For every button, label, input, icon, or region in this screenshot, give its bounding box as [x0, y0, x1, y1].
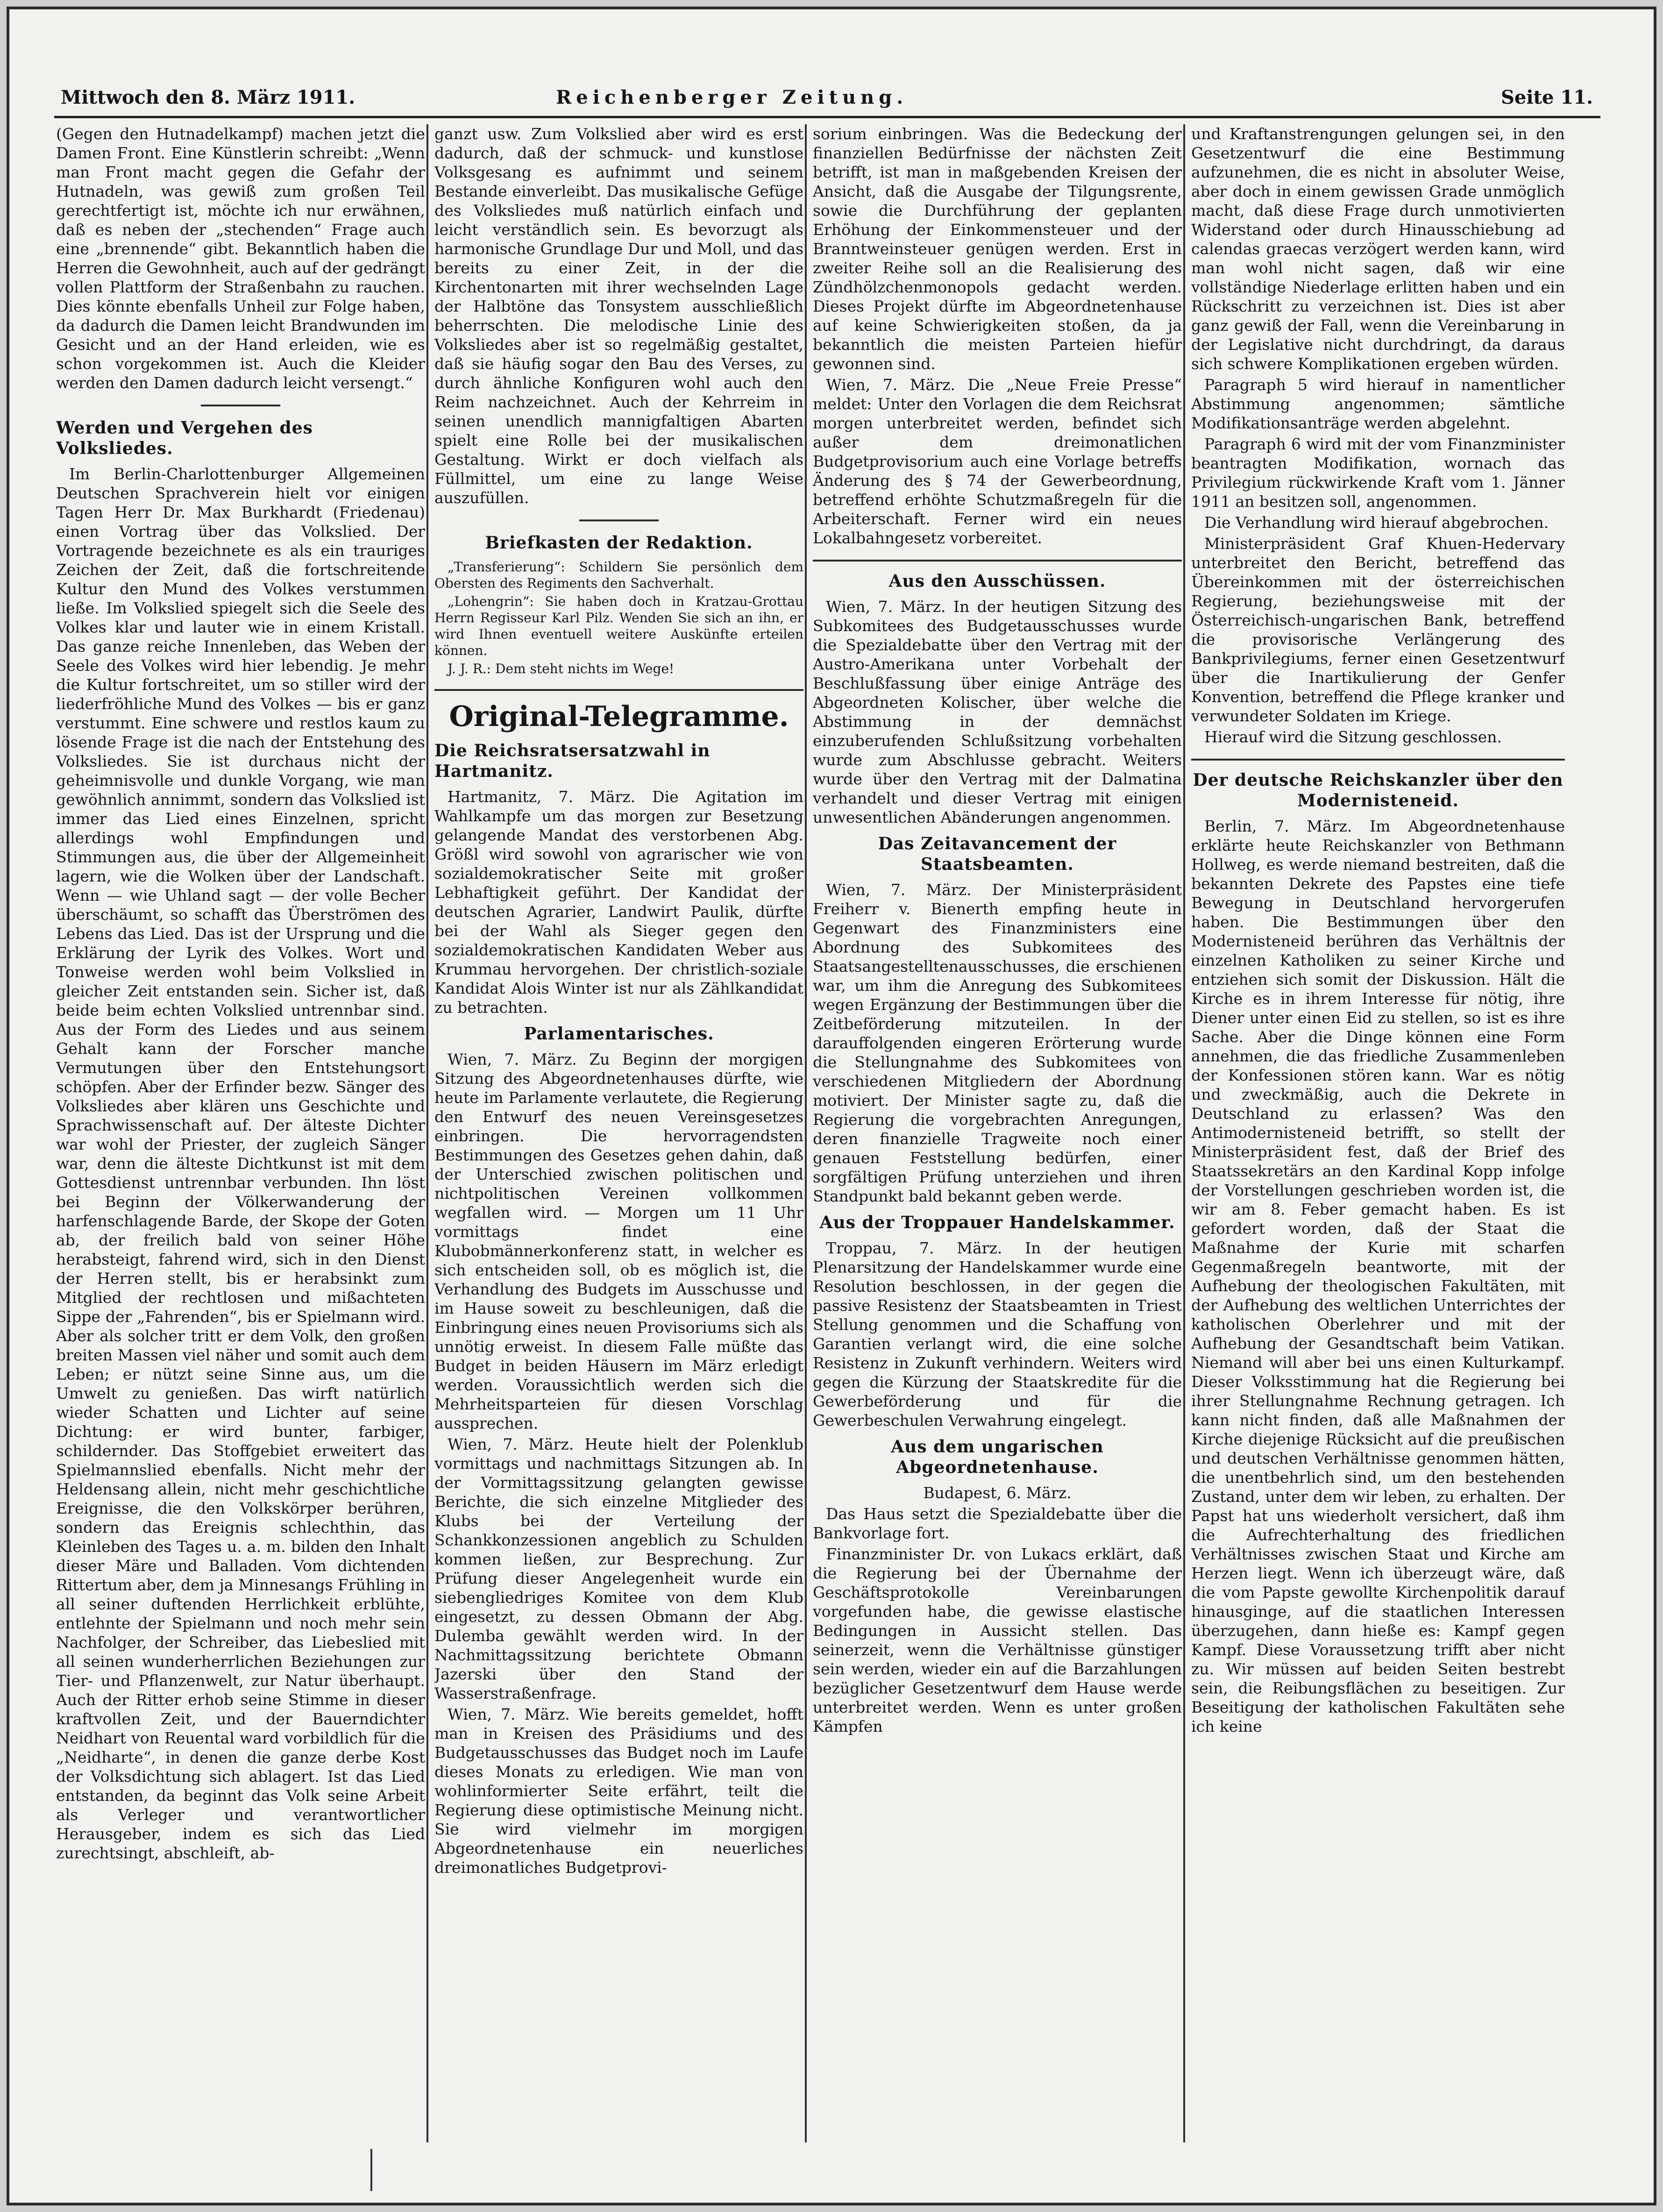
article-parlamentarisches: Wien, 7. März. Heute hielt der Polenklub vormittags und nachmittags Sitzungen ab. In der Vormittagssitzung gelangten gewisse Berichte, die sich einzelne Mitglieder des Klubs bei der Verteilung der Schankkonzessionen angeblich zu Schulden kommen ließen, zur Besprechung. Zur Prüfung dieser Angelegenheit wurde ein siebengliedriges Komitee von dem Klub eingesetzt, zu dessen Obmann der Abg. Dulemba gewählt werden wird. In der Nachmittagssitzung berichtete Obmann Jazerski über den Stand der Wasserstraßenfrage.	[434, 1435, 803, 1702]
section-divider	[1191, 759, 1565, 761]
article-ungarisch: Finanzminister Dr. von Lukacs erklärt, daß die Regierung bei der Übernahme der Geschäftsprotokolle Vereinbarungen vorgefunden habe, die gewisse elastische Bedingungen in Aussicht stellen. Das seinerzeit, wenn die Verhältnisse günstiger sein werden, wieder ein auf die Barzahlungen bezüglicher Gesetzentwurf dem Hause werde unterbreitet werden. Wenn es unter großen Kämpfen	[813, 1545, 1182, 1735]
article-khuen-hedervary: Ministerpräsident Graf Khuen-Hedervary unterbreitet den Bericht, betreffend das Übereinkommen mit der österreichischen Regierung, beziehungsweise mit der Österreichisch-ungarischen Bank, betreffend die provisorische Verlängerung des Bankprivilegiums, ferner einen Gesetzentwurf über die Inartikulierung der Genfer Konvention, betreffend die Pflege kranker und verwundeter Soldaten im Kriege.	[1191, 534, 1565, 725]
article-parlamentarisches: Wien, 7. März. Zu Beginn der morgigen Sitzung des Abgeordnetenhauses dürfte, wie heute im Parlamente verlautete, die Regierung den Entwurf des neuen Vereinsgesetzes einbringen. Die hervorragendsten Bestimmungen des Gesetzes gehen dahin, daß der Unterschied zwischen politischen und nichtpolitischen Vereinen vollkommen wegfallen wird. — Morgen um 11 Uhr vormittags findet eine Klubobmännerkonferenz statt, in welcher es sich entscheiden soll, ob es möglich ist, die Verhandlung des Budgets im Ausschusse und im Hause soweit zu beschleunigen, daß die Einbringung eines neuen Provisoriums sich als unnötig erweist. In diesem Falle müßte das Budget in beiden Häusern im März erledigt werden. Voraussichtlich werden sich die Mehrheitsparteien für diesen Vorschlag aussprechen.	[434, 1050, 803, 1432]
article-ausschuesse: Wien, 7. März. In der heutigen Sitzung des Subkomitees des Budgetausschusses wurde die Spezialdebatte über den Vertrag mit der Austro-Amerikana unter Vorbehalt der Beschlußfassung über einige Anträge des Abgeordneten Kolischer, über welche die Abstimmung in der demnächst einzuberufenden Schlußsitzung vorbehalten wurde zum Abschlusse gebracht. Weiters wurde über den Vertrag mit der Dalmatina verhandelt und dieser Vertrag mit einigen unwesentlichen Abänderungen angenommen.	[813, 597, 1182, 826]
column-divider	[805, 124, 807, 2142]
briefkasten-item: „Lohengrin“: Sie haben doch in Kratzau-Grottau Herrn Regisseur Karl Pilz. Wenden Sie sich an ihn, er wird Ihnen eventuell weitere Auskünfte erteilen können.	[434, 594, 803, 658]
column-2	[434, 124, 803, 2138]
column-divider	[1183, 124, 1185, 2142]
headline-briefkasten: Briefkasten der Redaktion.	[485, 533, 753, 553]
scan-mark	[370, 2149, 372, 2191]
masthead-rule	[54, 116, 1600, 118]
headline-reichskanzler: Der deutsche Reichskanzler über den Modernisteneid.	[1193, 770, 1564, 811]
section-divider	[434, 689, 803, 691]
headline-reichsratsersatzwahl: Die Reichsratsersatzwahl in Hartmanitz.	[434, 741, 711, 781]
section-divider	[813, 560, 1182, 562]
article-paragraph-6: Paragraph 6 wird mit der vom Finanzminister beantragten Modifikation, wornach das Privilegium rückwirkende Kraft vom 1. Jänner 1911 an besitzen soll, angenommen.	[1191, 435, 1565, 511]
headline-ungarisch: Aus dem ungarischen Abgeordnetenhause.	[891, 1437, 1104, 1477]
briefkasten-item: „Transferierung“: Schildern Sie persönlich dem Obersten des Regiments den Sachverhalt.	[434, 559, 803, 591]
article-reichsratsersatzwahl: Hartmanitz, 7. März. Die Agitation im Wahlkampfe um das morgen zur Besetzung gelangende Mandat des verstorbenen Abg. Größl wird sowohl von agrarischer wie von sozialdemokratischer Seite mit großer Lebhaftigkeit geführt. Der Kandidat der deutschen Agrarier, Landwirt Paulik, dürfte bei der Wahl als Sieger gegen den sozialdemokratischen Kandidaten Weber aus Krummau hervorgehen. Der christlich-soziale Kandidat Alois Winter ist nur als Zählkandidat zu betrachten.	[434, 788, 803, 1017]
section-divider	[579, 519, 659, 521]
article-paragraph-5: Paragraph 5 wird hierauf in namentlicher Abstimmung angenommen; sämtliche Modifikationsanträge werden abgelehnt.	[1191, 376, 1565, 432]
masthead	[61, 86, 1593, 119]
article-zeitavancement: Wien, 7. März. Der Ministerpräsident Freiherr v. Bienerth empfing heute in Gegenwart des Finanzministers eine Abordnung des Subkomitees des Staatsangestelltenausschusses, die erschienen war, um ihm die Anregung des Subkomitees wegen Ergänzung der Bestimmungen über die Zeitbeförderung mitzuteilen. In der darauffolgenden eingeren Erörterung wurde die Stellungnahme des Subkomitees von verschiedenen Mitgliedern der Abordnung motiviert. Der Minister sagte zu, daß die Regierung die vorgebrachten Anregungen, deren finanzielle Tragweite noch einer genauen Feststellung bedürfen, einer sorgfältigen Prüfung unterziehen und ihren Standpunkt bald bekannt geben werde.	[813, 881, 1182, 1205]
headline-zeitavancement: Das Zeitavancement der Staatsbeamten.	[878, 834, 1117, 874]
column-4	[1191, 124, 1565, 2133]
article-ungarisch: Das Haus setzt die Spezialdebatte über die Bankvorlage fort.	[813, 1505, 1182, 1542]
headline-volkslied: Werden und Vergehen des Volksliedes.	[56, 418, 313, 458]
headline-ausschuesse: Aus den Ausschüssen.	[888, 571, 1106, 591]
article-hutnadel: (Gegen den Hutnadelkampf) machen jetzt die Damen Front. Eine Künstlerin schreibt: „Wenn man Front macht gegen die Gefahr der Hutnadeln, was gewiß zum großen Teil gerechtfertigt ist, möchte ich nur erwähnen, daß es neben der „stechenden“ Frage auch eine „brennende“ gibt. Bekanntlich haben die Herren die Gewohnheit, auch auf der gedrängt vollen Plattform der Straßenbahn zu rauchen. Dies könnte ebenfalls Unheil zur Folge haben, da dadurch die Damen leicht Brandwunden im Gesicht und an der Hand erleiden, wie es schon vorgekommen ist. Auch die Kleider werden den Damen dadurch leicht versengt.“	[56, 125, 425, 392]
headline-telegramme: Original-Telegramme.	[449, 700, 789, 733]
page-number: Seite 11.	[1501, 86, 1593, 108]
headline-parlamentarisches: Parlamentarisches.	[524, 1024, 714, 1044]
article-ungarisch-cont: und Kraftanstrengungen gelungen sei, in den Gesetzentwurf die eine Bestimmung aufzunehmen, die es nicht in absoluter Weise, aber doch in einem gewissen Grade unmöglich macht, daß diese Frage durch unmotivierten Widerstand oder durch Hinausschiebung ad calendas graecas verzögert werden kann, wird man wohl nicht sagen, daß wir eine vollständige Niederlage erlitten haben und ein Rückschritt zu verzeichnen ist. Dies ist aber ganz gewiß der Fall, wenn die Vereinbarung in der Legislative nicht durchdringt, da daraus sich schwere Komplikationen ergeben würden.	[1191, 125, 1565, 373]
headline-handelskammer: Aus der Troppauer Handelskammer.	[819, 1213, 1175, 1232]
column-1	[56, 124, 425, 2133]
column-divider	[426, 124, 428, 2142]
article-sitzung-geschlossen: Hierauf wird die Sitzung geschlossen.	[1204, 728, 1502, 746]
briefkasten-item: J. J. R.: Dem steht nichts im Wege!	[448, 661, 675, 676]
article-vorlagen: Wien, 7. März. Die „Neue Freie Presse“ meldet: Unter den Vorlagen die dem Reichsrat morgen unterbreitet werden, befindet sich außer dem dreimonatlichen Budgetprovisorium auch eine Vorlage betreffs Änderung des § 74 der Gewerbeordnung, betreffend erhöhte Schutzmaßregeln für die Arbeiterschaft. Ferner wird ein neues Lokalbahngesetz vorbereitet.	[813, 376, 1182, 547]
article-handelskammer: Troppau, 7. März. In der heutigen Plenarsitzung der Handelskammer wurde eine Resolution beschlossen, in der gegen die passive Resistenz der Staatsbeamten in Triest Stellung genommen und die Schaffung von Garantien verlangt wird, die eine solche Resistenz in Zukunft verhindern. Weiters wird gegen die Kürzung der Staatskredite für die Gewerbeförderung und für die Gewerbeschulen Verwahrung eingelegt.	[813, 1239, 1182, 1430]
article-volkslied-cont: ganzt usw. Zum Volkslied aber wird es erst dadurch, daß der schmuck- und kunstlose Volksgesang es aufnimmt und seinem Bestande einverleibt. Das musikalische Gefüge des Volksliedes muß natürlich einfach und leicht verständlich sein. Es bevorzugt als harmonische Grundlage Dur und Moll, und das bereits zu einer Zeit, in der die Kirchentonarten mit ihrer wechselnden Lage der Halbtöne das Tonsystem ausschließlich beherrschten. Die melodische Linie des Volksliedes aber ist so regelmäßig gestaltet, daß sie häufig sogar den Bau des Verses, zu durch ähnliche Konfiguren wohl auch den Reim nachzeichnet. Auch der Kehrreim in seinen unendlich mannigfaltigen Abarten spielt eine Rolle bei der musikalischen Gestaltung. Wirkt er doch vielfach als Füllmittel, um eine zu lange Weise auszufüllen.	[434, 125, 803, 507]
article-volkslied: Im Berlin-Charlottenburger Allgemeinen Deutschen Sprachverein hielt vor einigen Tagen Herr Dr. Max Burkhardt (Friedenau) einen Vortrag über das Volkslied. Der Vortragende bezeichnete es als ein trauriges Zeichen der Zeit, daß die fortschreitende Kultur den Mund des Volkes verstummen ließe. Im Volkslied spiegelt sich die Seele des Volkes klar und lauter wie in einem Kristall. Das ganze reiche Innenleben, das Weben der Seele des Volkes wird hier lebendig. Je mehr die Kultur fortschreitet, um so stiller wird der liederfröhliche Mund des Volkes — bis er ganz verstummt. Eine schwere und restlos kaum zu lösende Frage ist die nach der Entstehung des Volksliedes. Sie ist durchaus nicht der geheimnisvolle und dunkle Vorgang, wie man gewöhnlich annimmt, sondern das Volkslied ist immer das Lied eines Einzelnen, spricht allerdings wohl Empfindungen und Stimmungen aus, die über der Allgemeinheit lagern, wie die Wolken über der Landschaft. Wenn — wie Uhland sagt — der volle Becher überschäumt, so schafft das Überströmen des Lebens das Lied. Das ist der Ursprung und die Erklärung der Lyrik des Volkes. Wort und Tonweise werden wohl beim Volkslied in gleicher Zeit entstanden sein. Sicher ist, daß beide beim echten Volkslied untrennbar sind. Aus der Form des Liedes und aus seinem Gehalt kann der Forscher manche Vermutungen über den Entstehungsort schöpfen. Aber der Erfinder bezw. Sänger des Volksliedes aber klären uns Geschichte und Sprachwissenschaft auf. Der älteste Dichter war wohl der Priester, der zugleich Sänger war, denn die älteste Dichtkunst ist mit dem Gottesdienst untrennbar verbunden. Ihn löst bei Beginn der Völkerwanderung der harfenschlagende Barde, der Skope der Goten ab, der freilich bald von seiner Höhe herabsteigt, fahrend wird, sich in den Dienst der Herren stellt, bis er herabsinkt zum Mitglied der rechtlosen und mißachteten Sippe der „Fahrenden“, bis er Spielmann wird. Aber als solcher tritt er dem Volk, den großen breiten Massen viel näher und somit auch dem Leben; er nützt seine Sinne aus, um die Umwelt zu genießen. Das wirft natürlich wieder Schatten und Lichter auf seine Dichtung: er wird bunter, farbiger, schildernder. Das Stoffgebiet erweitert das Spielmannslied ebenfalls. Nicht mehr der Heldensang allein, nicht mehr geschichtliche Ereignisse, die den Volkskörper berühren, sondern das Ereignis schlechthin, das Kleinleben des Tages u. a. m. bilden den Inhalt dieser Märe und Balladen. Vom dichtenden Rittertum aber, dem ja Minnesangs Frühling in all seiner duftenden Herrlichkeit erblühte, entlehnte der Spielmann und noch mehr sein Nachfolger, der Schreiber, das Liebeslied mit all seinen wunderherrlichen Beziehungen zur Tier- und Pflanzenwelt, zur Natur überhaupt. Auch der Ritter erhob seine Stimme in dieser kraftvollen Zeit, und der Bauerndichter Neidhart von Reuental ward vorbildlich für die „Neidharte“, in denen die ganze derbe Kost der Volksdichtung sich ablagert. Ist das Lied entstanden, da beginnt das Volk seine Arbeit als Verleger und verantwortlicher Herausgeber, indem es sich das Lied zurechtsingt, abschleift, ab-	[56, 465, 425, 1862]
newspaper-page	[7, 7, 1656, 2205]
article-reichskanzler: Berlin, 7. März. Im Abgeordnetenhause erklärte heute Reichskanzler von Bethmann Hollweg, es werde niemand bestreiten, daß die bekannten Dekrete des Papstes eine tiefe Bewegung in Deutschland hervorgerufen haben. Die Bestimmungen über den Modernisteneid berühren das Verhältnis der einzelnen Katholiken zu seiner Kirche und entziehen sich somit der Diskussion. Hält die Kirche es in ihrem Interesse für nötig, ihre Diener unter einen Eid zu stellen, so ist es ihre Sache. Aber die Dinge können eine Form annehmen, die das friedliche Zusammenleben der Konfessionen stören kann. War es nötig und zweckmäßig, auch die Dekrete in Deutschland zu erlassen? Was den Antimodernisteneid betrifft, so stellt der Ministerpräsident fest, daß der Brief des Staatssekretärs an den Kardinal Kopp infolge der Vorstellungen geschrieben worden ist, die wir am 8. Feber gemacht haben. Es ist gefordert worden, daß der Staat die Maßnahme der Kurie mit scharfen Gegenmaßregeln beantworte, mit der Aufhebung der theologischen Fakultäten, mit der Aufhebung des weltlichen Unterrichtes der katholischen Oberlehrer und mit der Aufhebung der Gesandtschaft beim Vatikan. Niemand will aber bei uns einen Kulturkampf. Dieser Volksstimmung hat die Regierung bei ihrer Stellungnahme Rechnung getragen. Ich kann nicht finden, daß alle Maßnahmen der Kirche diejenige Rücksicht auf die preußischen und deutschen Verhältnisse genommen hätten, die unentbehrlich sind, um den bestehenden Zustand, unter dem wir leben, zu erhalten. Der Papst hat uns wiederholt versichert, daß ihm die Aufrechterhaltung des friedlichen Verhältnisses zwischen Staat und Kirche am Herzen liegt. Wenn ich überzeugt wäre, daß die vom Papste gewollte Kirchenpolitik darauf hinausginge, auf die staatlichen Interessen überzugehen, dann hieße es: Kampf gegen Kampf. Diese Voraussetzung trifft aber nicht zu. Wir müssen auf beiden Seiten bestrebt sein, die Reibungsflächen zu beseitigen. Zur Beseitigung der katholischen Fakultäten sehe ich keine	[1191, 817, 1565, 1735]
column-3	[813, 124, 1182, 2133]
article-parlamentarisches: Wien, 7. März. Wie bereits gemeldet, hofft man in Kreisen des Präsidiums und des Budgetausschusses das Budget noch im Laufe dieses Monats zu erledigen. Wie man von wohlinformierter Seite erfährt, teilt die Regierung diese optimistische Meinung nicht. Sie wird vielmehr im morgigen Abgeordnetenhause ein neuerliches dreimonatliches Budgetprovi-	[434, 1705, 803, 1877]
article-abgebrochen: Die Verhandlung wird hierauf abgebrochen.	[1204, 513, 1549, 532]
article-budget-cont: sorium einbringen. Was die Bedeckung der finanziellen Bedürfnisse der nächsten Zeit betrifft, ist man in maßgebenden Kreisen der Ansicht, daß die Ausgabe der Tilgungsrente, sowie die Durchführung der geplanten Erhöhung der Einkommensteuer und der Branntweinsteuer genügen werden. Erst in zweiter Reihe soll an die Realisierung des Zündhölzchenmonopols gedacht werden. Dieses Projekt dürfte im Abgeordnetenhause auf keine Schwierigkeiten stoßen, da ja bekanntlich die meisten Parteien hiefür gewonnen sind.	[813, 125, 1182, 373]
newspaper-title: Reichenberger Zeitung.	[556, 86, 908, 108]
issue-date: Mittwoch den 8. März 1911.	[61, 86, 355, 108]
section-divider	[201, 405, 280, 406]
dateline: Budapest, 6. März.	[923, 1484, 1072, 1502]
